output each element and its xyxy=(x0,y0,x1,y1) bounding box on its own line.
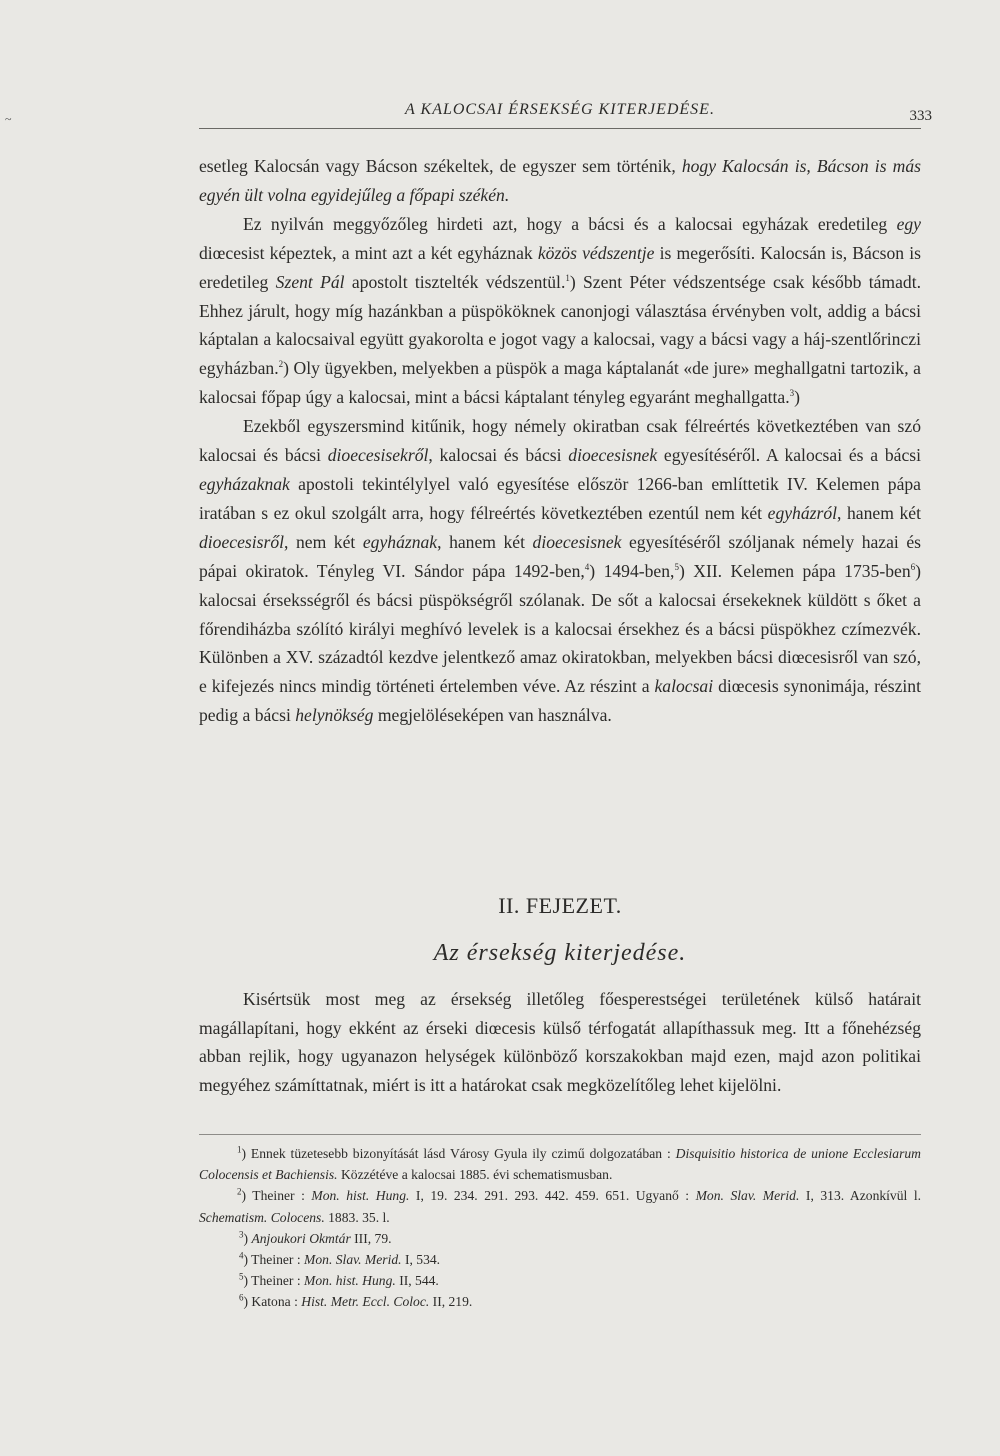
italic-span: kalocsai xyxy=(654,676,714,697)
margin-mark: ~ xyxy=(5,112,12,126)
text-span: ) Theiner : xyxy=(243,1273,305,1289)
footnotes xyxy=(199,1143,921,1313)
text-span: apostoli tekintélylyel való egyesítése először 1266-ban említtetik IV. Kelemen pápa iratában s ez okul szolgált arra, hogy félreértés következtében ezentúl nem két xyxy=(199,473,921,523)
chapter-text xyxy=(199,985,921,1099)
italic-span: dioecesisről xyxy=(199,531,285,552)
text-span: apostolt tisztelték védszentül. xyxy=(344,271,566,292)
text-span: diœcesis synonimája, részint pedig a bácsi xyxy=(199,676,921,726)
text-span: ) Theiner : xyxy=(243,1252,305,1268)
italic-span: Anjoukori Okmtár xyxy=(251,1230,351,1246)
footnote-number: 6 xyxy=(239,1292,244,1303)
text-span: II, 219. xyxy=(429,1294,473,1310)
italic-span: egyházaknak xyxy=(199,473,290,494)
text-span: egyesítéséről. A kalocsai és a bácsi xyxy=(657,445,921,466)
paragraph-4: Kisértsük most meg az érsekség illetőleg főesperestségei területének külső határait magállapítani, hogy ekként az érseki diœcesis külső térfogatát allapíthassuk meg. Itt a főnehézség abban rejlik, hogy ugyanazon helységek különböző korszakokban majd ezen, majd azon politikai megyéhez számíttatnak, miért is itt a határokat csak megközelítőleg lehet kijelölni. xyxy=(199,989,921,1095)
text-span: ) Oly ügyekben, melyekben a püspök a maga káptalanát «de jure» meghallgatni tartozik, a kalocsai főpap úgy a kalocsai, mint a bácsi káptalant tényleg egyaránt meghallgatta. xyxy=(199,358,921,408)
italic-span: közös védszentje xyxy=(537,242,655,263)
text-span: Ez nyilván meggyőzőleg hirdeti azt, hogy a bácsi és a kalocsai egyházak eredetileg xyxy=(243,213,897,234)
footnote-ref: 1 xyxy=(565,272,570,283)
italic-span: helynökség xyxy=(295,705,374,726)
italic-span: dioecesisekről xyxy=(327,445,429,466)
text-span: Ezekből egyszersmind kitűnik, hogy némely okiratban csak félreértés következtében van szó kalocsai és bácsi xyxy=(199,416,921,466)
text-span: egyesítéséről szóljanak némely hazai és pápai okiratok. Tényleg VI. Sándor pápa 1492-ben, xyxy=(199,531,922,581)
italic-span: Schematism. Colocens. xyxy=(199,1209,325,1225)
italic-span: Mon. hist. Hung. xyxy=(304,1273,396,1289)
chapter-title: Az érsekség kiterjedése. xyxy=(433,940,687,966)
footnote-number: 5 xyxy=(239,1271,244,1282)
footnote-ref: 2 xyxy=(278,359,284,370)
text-span: megjelöléseképen van használva. xyxy=(373,705,612,726)
running-head: A KALOCSAI ÉRSEKSÉG KITERJEDÉSE. xyxy=(405,101,715,118)
text-span: Közzétéve a kalocsai 1885. évi schematismusban. xyxy=(337,1167,613,1183)
text-span: , kalocsai és bácsi xyxy=(428,445,569,466)
text-span: II, 544. xyxy=(395,1273,439,1289)
footnote-rule xyxy=(199,1134,921,1135)
text-span: ) Katona : xyxy=(243,1294,302,1310)
footnote-1 xyxy=(199,1143,921,1185)
text-span: ) Ennek tüzetesebb bizonyítását lásd Városy Gyula ily czimű dolgozatában : xyxy=(241,1146,676,1161)
page-number: 333 xyxy=(909,108,932,124)
text-span: ) 1494-ben, xyxy=(589,560,675,581)
text-span: diœcesist képeztek, a mint azt a két egyháznak xyxy=(199,242,538,263)
text-span: , nem két xyxy=(284,531,363,552)
footnote-ref: 4 xyxy=(584,561,590,572)
italic-span: egyháznak xyxy=(362,531,438,552)
footnote-number: 1 xyxy=(237,1144,242,1155)
text-span: III, 79. xyxy=(350,1230,392,1246)
italic-span: Mon. Slav. Merid. xyxy=(304,1252,402,1268)
header-rule xyxy=(199,128,921,129)
italic-span: Mon. hist. Hung. xyxy=(311,1188,410,1204)
italic-span: Mon. Slav. Merid. xyxy=(695,1188,800,1204)
footnote-6 xyxy=(199,1291,921,1312)
footnote-ref: 6 xyxy=(910,561,916,572)
italic-span: Szent Pál xyxy=(275,271,345,292)
text-span: , hanem két xyxy=(437,531,533,552)
paragraph-2 xyxy=(199,210,921,412)
text-span: esetleg Kalocsán vagy Bácson székeltek, de egyszer sem történik, xyxy=(199,156,682,176)
footnote-number: 2 xyxy=(237,1186,242,1197)
text-span: I, 19. 234. 291. 293. 442. 459. 651. Ugyanő : xyxy=(409,1188,696,1204)
footnote-ref: 5 xyxy=(674,561,679,572)
italic-span: dioecesisnek xyxy=(532,531,622,552)
text-span: ) Szent Péter védszentsége csak később támadt. Ehhez járult, hogy míg hazánkban a püspököknek canonjogi választása érvényben volt, addig a bácsi káptalan a kalocsaival együtt gyakorolta e jogot vagy a kalocsai, vagy a bácsi vagy a háj-szentlőrinczi egyházban. xyxy=(199,271,922,379)
footnote-number: 3 xyxy=(239,1229,244,1240)
text-span: ) XII. Kelemen pápa 1735-ben xyxy=(678,560,911,581)
text-span: I, 534. xyxy=(401,1252,441,1268)
italic-span: egy xyxy=(896,213,921,234)
italic-span: Hist. Metr. Eccl. Coloc. xyxy=(301,1294,430,1310)
italic-span: egyházról xyxy=(767,502,838,523)
paragraph-3 xyxy=(199,412,921,730)
footnote-2 xyxy=(199,1185,921,1227)
italic-span: Disquisitio historica de unione Ecclesiarum Colocensis et Bachiensis. xyxy=(199,1146,921,1183)
footnote-ref: 3 xyxy=(789,388,795,399)
text-span: is megerősíti. Kalocsán is, Bácson is eredetileg xyxy=(199,242,921,292)
text-span: ) xyxy=(243,1230,252,1246)
footnote-number: 4 xyxy=(239,1250,244,1261)
italic-span: hogy Kalocsán is, Bácson is más egyén ült volna egyidejűleg a főpapi székén. xyxy=(199,156,921,205)
text-span: ) xyxy=(794,387,800,408)
paragraph-1 xyxy=(199,152,921,210)
footnote-5 xyxy=(199,1270,921,1291)
text-span: , hanem két xyxy=(837,502,921,523)
text-span: ) Theiner : xyxy=(241,1188,312,1204)
footnote-4 xyxy=(199,1249,921,1270)
main-text xyxy=(199,152,921,730)
text-span: ) kalocsai érseksségről és bácsi püspökségről szólanak. De sőt a kalocsai érsekeknek küldött s őket a főrendiházba szólító királyi meghívó levelek is a kalocsai érsekhez és a bácsi püspökhez czímezvék. Különben a XV. századtól kezdve jelentkező amaz okiratokban, melyekben bácsi diœcesisről van szó, e kifejezés nincs mindig történeti értelemben véve. Az részint a xyxy=(199,560,921,697)
text-span: I, 313. Azonkívül l. xyxy=(799,1188,922,1204)
italic-span: dioecesisnek xyxy=(568,445,658,466)
footnote-3 xyxy=(199,1228,921,1249)
chapter-heading: II. FEJEZET. xyxy=(498,893,622,918)
text-span: 1883. 35. l. xyxy=(324,1209,390,1225)
